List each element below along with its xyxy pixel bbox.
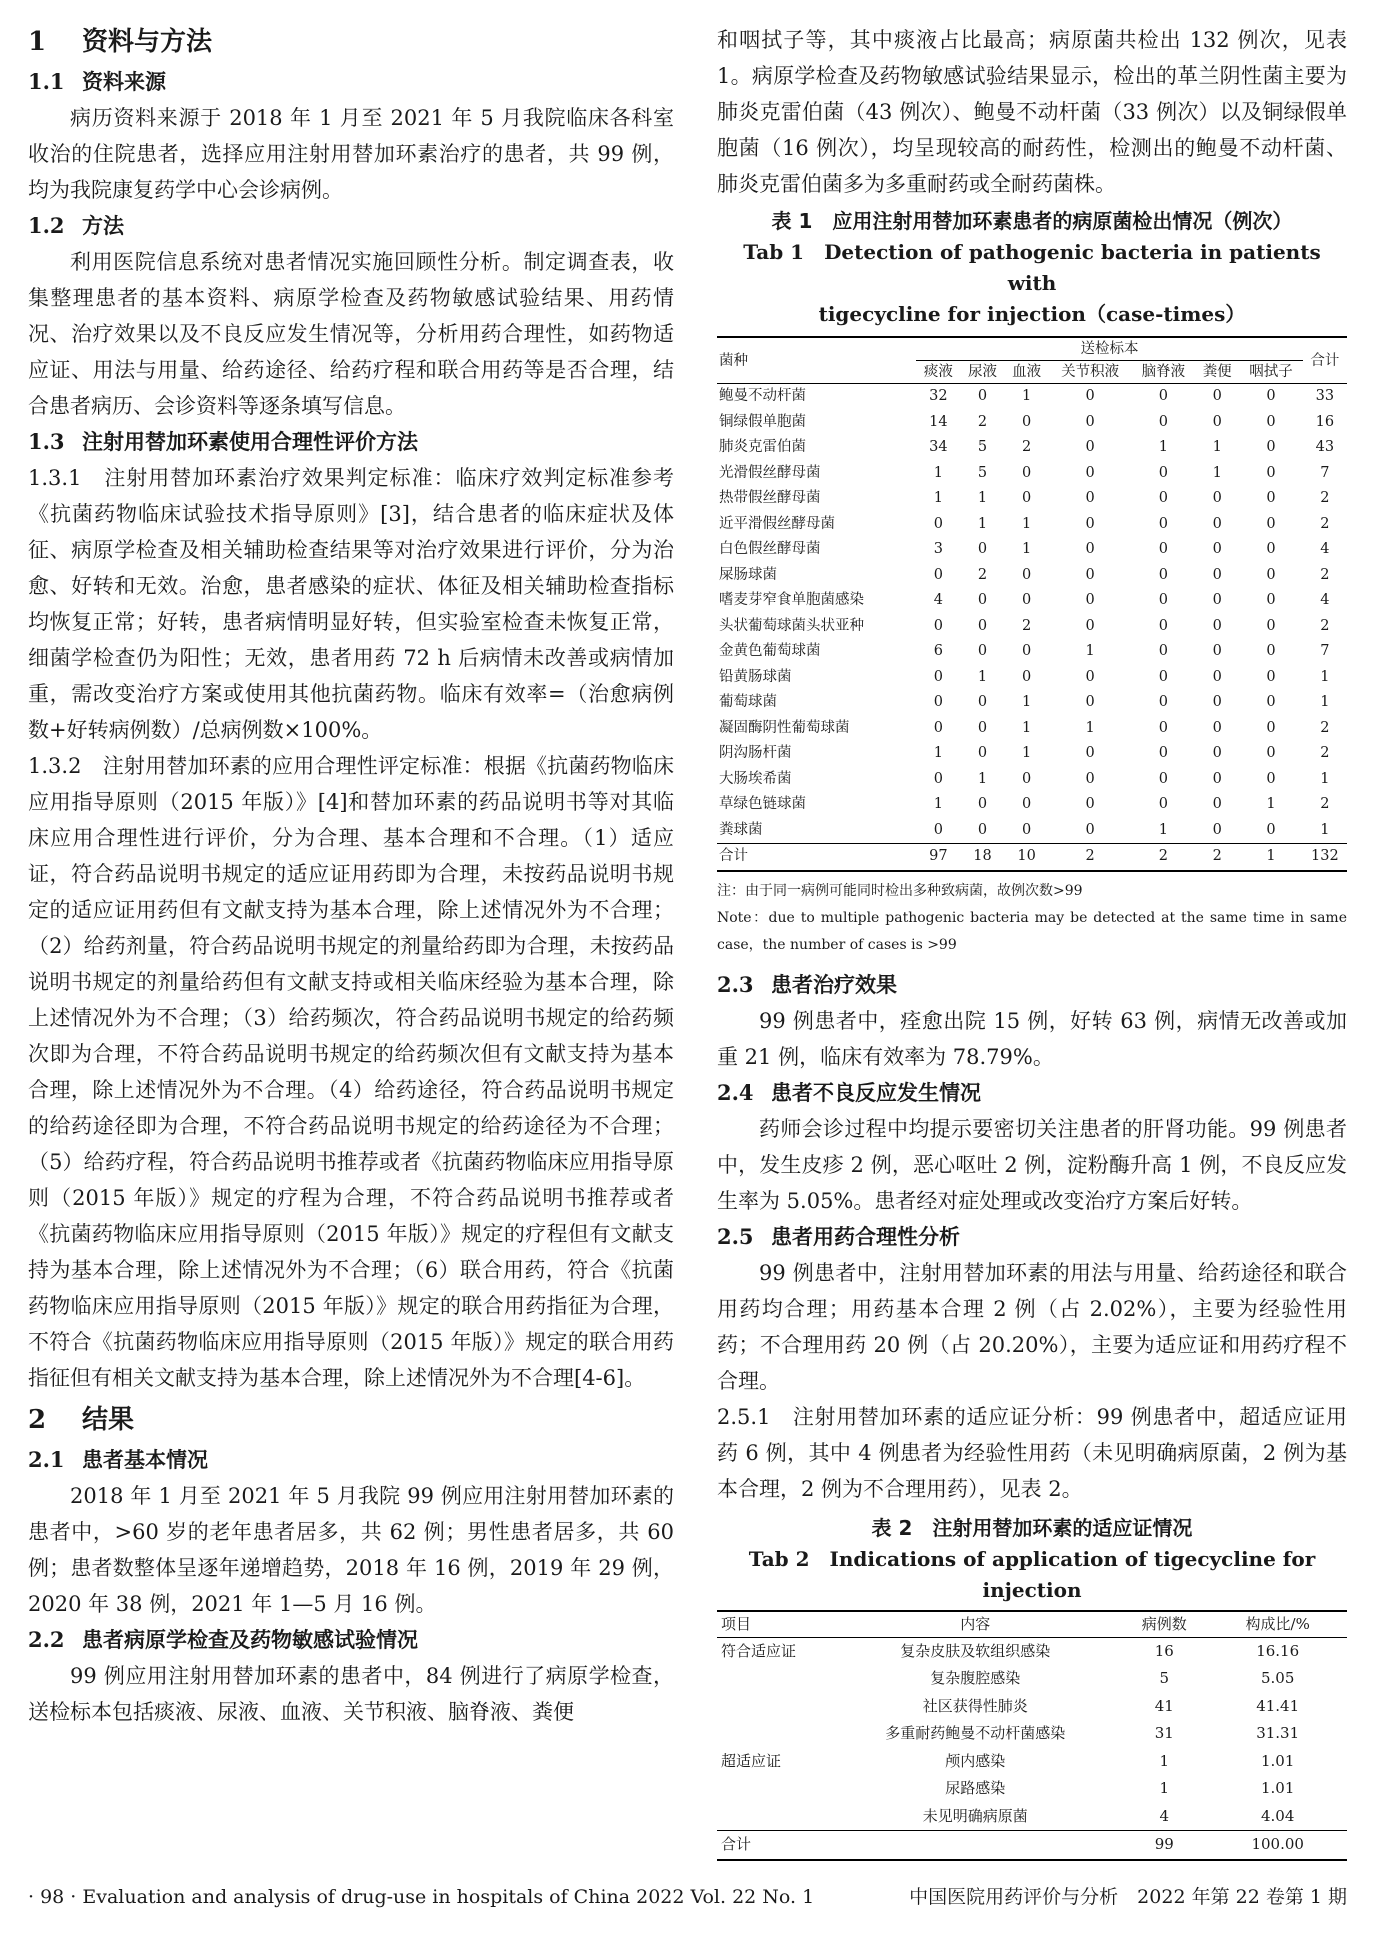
section-number: 2.2 (28, 1627, 65, 1652)
count-cell: 0 (1266, 413, 1276, 430)
count-cell: 1 (1021, 719, 1032, 736)
paragraph-pathogen-exam-continued: 和咽拭子等，其中痰液占比最高；病原菌共检出 132 例次，见表 1。病原学检查及药物敏感试验结果显示，检出的革兰阴性菌主要为肺炎克雷伯菌（43 例次）、鲍曼不动杆菌（33 例次）以及铜绿假单胞菌（16 例次），均呈现较高的耐药性，检测出的鲍曼不动杆菌、肺炎克雷伯菌多为多重耐药或全耐药菌株。 (717, 28, 1347, 196)
total-cell: 7 (1320, 643, 1330, 659)
table-1 (717, 336, 1347, 872)
count-cell: 0 (1158, 490, 1168, 506)
species-cell: 草绿色链球菌 (719, 796, 806, 812)
count-cell: 0 (1085, 592, 1095, 608)
count-cell: 18 (960, 844, 1004, 871)
left-column (28, 22, 674, 1730)
count-cell: 0 (1266, 464, 1276, 481)
section-title: 患者治疗效果 (771, 972, 897, 997)
table-row (717, 486, 1347, 512)
count-cell: 0 (933, 770, 943, 787)
count-cell: 0 (1085, 770, 1095, 787)
count-cell: 0 (1085, 515, 1095, 532)
count-cell: 1 (977, 770, 988, 787)
paragraph-treatment-effect: 99 例患者中，痊愈出院 15 例，好转 63 例，病情无改善或加重 21 例，临床有效率为 78.79%。 (717, 1008, 1347, 1069)
count-cell: 0 (1085, 541, 1095, 557)
count-cell: 0 (1212, 668, 1222, 685)
count-cell: 0 (1021, 796, 1032, 812)
count-cell: 0 (977, 643, 988, 659)
count-cell: 0 (1158, 515, 1168, 532)
count-cell: 1 (1158, 821, 1168, 838)
count-cell: 5 (977, 439, 988, 455)
count-cell: 0 (933, 694, 943, 710)
species-cell: 铜绿假单胞菌 (719, 413, 806, 430)
count-cell: 0 (1158, 617, 1168, 634)
section-2-heading (28, 1400, 674, 1440)
content-cell (830, 1831, 1120, 1860)
table-row (717, 1665, 1347, 1693)
count-cell: 2 (977, 413, 988, 430)
count-cell: 0 (1212, 694, 1222, 710)
count-cell: 0 (1158, 719, 1168, 736)
table-1-note-en: Note：due to multiple pathogenic bacteria may be detected at the same time in same case，the number of cases is >99 (717, 909, 1347, 953)
section-title: 资料与方法 (82, 27, 213, 57)
total-cell: 1 (1320, 821, 1330, 838)
table-header-specimen: 尿液 (960, 361, 1004, 384)
table-row (717, 384, 1347, 410)
count-cell: 0 (1085, 464, 1095, 481)
count-cell: 0 (977, 719, 988, 736)
section-2-1-heading (28, 1442, 674, 1478)
count-cell: 0 (1085, 388, 1095, 404)
total-cell: 43 (1315, 439, 1335, 455)
count-cell: 0 (1266, 617, 1276, 634)
count-cell: 0 (1158, 796, 1168, 812)
section-2-2-heading (28, 1622, 674, 1658)
count-cell: 0 (1212, 490, 1222, 506)
table-header-specimen: 粪便 (1195, 361, 1239, 384)
total-cell: 2 (1320, 796, 1330, 812)
paragraph-data-source: 病历资料来源于 2018 年 1 月至 2021 年 5 月我院临床各科室收治的住院患者，选择应用注射用替加环素治疗的患者，共 99 例，均为我院康复药学中心会诊病例。 (28, 106, 674, 202)
count-cell: 0 (1085, 796, 1095, 812)
count-cell: 0 (977, 617, 988, 634)
count-cell: 1 (1021, 694, 1032, 710)
species-cell: 头状葡萄球菌头状亚种 (719, 617, 864, 634)
item-cell (717, 1775, 830, 1803)
count-cell: 2 (1021, 617, 1032, 634)
count-cell: 0 (1212, 592, 1222, 608)
count-cell: 0 (1158, 464, 1168, 481)
count-cell: 0 (1266, 745, 1276, 761)
count-cell: 0 (977, 745, 988, 761)
count-cell: 32 (929, 388, 948, 404)
table-header-specimen: 血液 (1005, 361, 1049, 384)
count-cell: 1 (933, 490, 943, 506)
table-row (717, 512, 1347, 538)
table-row (717, 1637, 1347, 1665)
count-cell: 0 (933, 515, 943, 532)
count-cell: 0 (1158, 643, 1168, 659)
count-cell: 1 (1159, 1779, 1170, 1797)
paragraph-pathogen-exam: 99 例应用注射用替加环素的患者中，84 例进行了病原学检查，送检标本包括痰液、尿液、血液、关节积液、脑脊液、粪便 (28, 1664, 674, 1724)
content-cell: 复杂腹腔感染 (930, 1669, 1021, 1687)
section-number: 1.2 (28, 213, 65, 238)
table-row (717, 1720, 1347, 1748)
percent-cell: 5.05 (1260, 1669, 1295, 1687)
content-cell: 颅内感染 (945, 1751, 1006, 1770)
count-cell: 0 (1158, 694, 1168, 710)
count-cell: 0 (1212, 617, 1222, 634)
count-cell: 2 (1195, 844, 1239, 871)
species-cell: 白色假丝酵母菌 (719, 541, 821, 557)
count-cell: 0 (977, 388, 988, 404)
table-header-count: 病例数 (1120, 1611, 1208, 1638)
table-1-note-cn: 注：由于同一病例可能同时检出多种致病菌，故例次数>99 (717, 882, 1083, 899)
count-cell: 0 (1158, 566, 1168, 583)
item-cell (717, 1803, 830, 1831)
count-cell: 0 (933, 617, 943, 634)
count-cell: 34 (929, 439, 948, 455)
table-header-content: 内容 (830, 1611, 1120, 1638)
table-row (717, 716, 1347, 742)
count-cell: 0 (1158, 541, 1168, 557)
section-title: 患者不良反应发生情况 (771, 1080, 981, 1105)
species-cell: 大肠埃希菌 (719, 770, 792, 787)
count-cell: 0 (1021, 592, 1032, 608)
table-header-item: 项目 (717, 1611, 830, 1638)
total-cell: 2 (1320, 617, 1330, 634)
section-2-4-heading (717, 1075, 1347, 1111)
count-cell: 0 (1212, 796, 1222, 812)
item-cell: 符合适应证 (721, 1641, 797, 1660)
count-cell: 5 (1159, 1669, 1170, 1687)
count-cell: 0 (1212, 719, 1222, 736)
count-cell: 0 (1021, 464, 1032, 481)
count-cell: 0 (1085, 566, 1095, 583)
count-cell: 0 (1158, 668, 1168, 685)
table-row (717, 435, 1347, 461)
table-total-row (717, 844, 1347, 871)
percent-cell: 100.00 (1208, 1831, 1347, 1860)
count-cell: 0 (1212, 643, 1222, 659)
percent-cell: 31.31 (1256, 1724, 1300, 1742)
count-cell: 0 (1266, 566, 1276, 583)
section-number: 2 (28, 1405, 47, 1435)
species-cell: 凝固酶阴性葡萄球菌 (719, 719, 850, 736)
table-row (717, 537, 1347, 563)
count-cell: 1 (1021, 515, 1032, 532)
species-cell: 金黄色葡萄球菌 (719, 643, 821, 659)
count-cell: 0 (1266, 643, 1276, 659)
count-cell: 6 (933, 643, 943, 659)
table-header-specimen: 咽拭子 (1239, 361, 1303, 384)
count-cell: 0 (1266, 770, 1276, 787)
section-title: 患者基本情况 (82, 1448, 208, 1472)
count-cell: 0 (933, 821, 943, 838)
count-cell: 0 (1158, 592, 1168, 608)
section-title: 资料来源 (82, 70, 166, 94)
content-cell: 多重耐药鲍曼不动杆菌感染 (885, 1724, 1066, 1742)
table-row (717, 741, 1347, 767)
count-cell: 0 (933, 566, 943, 583)
table-row (717, 639, 1347, 665)
count-cell: 0 (1021, 668, 1032, 685)
footer-journal-cn: 中国医院用药评价与分析 2022 年第 22 卷第 1 期 (909, 1886, 1347, 1908)
count-cell: 0 (1212, 413, 1222, 430)
species-cell: 鲍曼不动杆菌 (719, 388, 806, 404)
total-cell: 4 (1320, 592, 1330, 608)
content-cell: 未见明确病原菌 (922, 1806, 1028, 1825)
percent-cell: 4.04 (1260, 1806, 1295, 1825)
total-cell: 132 (1303, 844, 1347, 871)
count-cell: 1 (1212, 464, 1222, 481)
count-cell: 4 (933, 592, 943, 608)
count-cell: 0 (1021, 490, 1032, 506)
total-cell: 2 (1320, 745, 1330, 761)
section-2-3-heading (717, 967, 1347, 1003)
count-cell: 0 (1212, 745, 1222, 761)
count-cell: 0 (977, 796, 988, 812)
count-cell: 1 (977, 490, 988, 506)
count-cell: 14 (929, 413, 948, 430)
total-cell: 16 (1315, 413, 1335, 430)
table-total-row (717, 1831, 1347, 1860)
count-cell: 0 (977, 592, 988, 608)
footer-journal-en: · 98 · Evaluation and analysis of drug-use in hospitals of China 2022 Vol. 22 No. 1 (28, 1886, 815, 1908)
item-cell: 合计 (717, 1831, 830, 1860)
count-cell: 3 (933, 541, 943, 557)
species-cell: 阴沟肠杆菌 (719, 745, 792, 761)
species-cell: 铅黄肠球菌 (719, 668, 792, 685)
total-cell: 2 (1320, 515, 1330, 532)
count-cell: 0 (1021, 413, 1032, 430)
count-cell: 0 (1085, 413, 1095, 430)
table-row (717, 1803, 1347, 1831)
species-cell: 粪球菌 (719, 821, 763, 838)
count-cell: 0 (1266, 694, 1276, 710)
total-cell: 2 (1320, 719, 1330, 736)
count-cell: 0 (1212, 541, 1222, 557)
count-cell: 0 (1085, 668, 1095, 685)
species-cell: 嗜麦芽窄食单胞菌感染 (719, 592, 864, 608)
count-cell: 0 (1158, 413, 1168, 430)
section-number: 2.5 (717, 1223, 754, 1249)
count-cell: 0 (1266, 490, 1276, 506)
count-cell: 0 (1158, 770, 1168, 787)
paragraph-efficacy-criteria: 1.3.1 注射用替加环素治疗效果判定标准：临床疗效判定标准参考《抗菌药物临床试验技术指导原则》[3]，结合患者的临床症状及体征、病原学检查及相关辅助检查结果等对治疗效果进行评价，分为治愈、好转和无效。治愈，患者感染的症状、体征及相关辅助检查指标均恢复正常；好转，患者病情明显好转，但实验室检查未恢复正常，细菌学检查仍为阳性；无效，患者用药 72 h 后病情未改善或病情加重，需改变治疗方案或使用其他抗菌药物。临床有效率=（治愈病例数+好转病例数）/总病例数×100%。 (28, 466, 674, 742)
count-cell: 1 (933, 745, 943, 761)
count-cell: 0 (1085, 490, 1095, 506)
count-cell: 1 (977, 515, 988, 532)
section-title: 注射用替加环素使用合理性评价方法 (82, 430, 418, 454)
count-cell: 0 (1266, 821, 1276, 838)
count-cell: 1 (933, 464, 943, 481)
section-title: 患者病原学检查及药物敏感试验情况 (82, 1628, 418, 1652)
item-cell (717, 1693, 830, 1721)
percent-cell: 1.01 (1260, 1751, 1295, 1770)
percent-cell: 1.01 (1260, 1779, 1295, 1797)
table-1-caption-en-line1: Tab 1 Detection of pathogenic bacteria in patients with (743, 240, 1321, 295)
count-cell: 5 (977, 464, 988, 481)
total-cell: 1 (1320, 668, 1330, 685)
count-cell: 1 (1239, 844, 1303, 871)
table-row (717, 690, 1347, 716)
table-row (717, 410, 1347, 436)
species-cell: 热带假丝酵母菌 (719, 490, 821, 506)
species-cell: 葡萄球菌 (719, 694, 777, 710)
count-cell: 0 (1085, 821, 1095, 838)
section-title: 方法 (82, 214, 124, 238)
count-cell: 1 (1021, 745, 1032, 761)
count-cell: 1 (1212, 439, 1222, 455)
table-2 (717, 1610, 1347, 1861)
count-cell: 0 (1021, 566, 1032, 583)
paragraph-rationality-criteria: 1.3.2 注射用替加环素的应用合理性评定标准：根据《抗菌药物临床应用指导原则（2015 年版）》[4]和替加环素的药品说明书等对其临床应用合理性进行评价，分为合理、基本合理和不合理。（1）适应证，符合药品说明书规定的适应证用药即为合理，未按药品说明书规定的适应证用药但有文献支持为基本合理，除上述情况外为不合理；（2）给药剂量，符合药品说明书规定的剂量给药即为合理，未按药品说明书规定的剂量给药但有文献支持或相关临床经验为基本合理，除上述情况外为不合理；（3）给药频次，符合药品说明书规定的给药频次即为合理，不符合药品说明书规定的给药频次但有文献支持为基本合理，除上述情况外为不合理。（4）给药途径，符合药品说明书规定的给药途径即为合理，不符合药品说明书规定的给药途径为不合理；（5）给药疗程，符合药品说明书推荐或者《抗菌药物临床应用指导原则（2015 年版）》规定的疗程为合理，不符合药品说明书推荐或者《抗菌药物临床应用指导原则（2015 年版）》规定的疗程但有文献支持为基本合理，除上述情况外为不合理；（6）联合用药，符合《抗菌药物临床应用指导原则（2015 年版）》规定的联合用药指征为合理，不符合《抗菌药物临床应用指导原则（2015 年版）》规定的联合用药指征但有相关文献支持为基本合理，除上述情况外为不合理[4-6]。 (28, 754, 674, 1390)
count-cell: 0 (1266, 515, 1276, 532)
count-cell: 1 (1159, 1751, 1170, 1770)
total-cell: 4 (1320, 541, 1330, 557)
species-cell: 近平滑假丝酵母菌 (719, 515, 835, 532)
count-cell: 0 (1266, 388, 1276, 404)
paragraph-patient-info: 2018 年 1 月至 2021 年 5 月我院 99 例应用注射用替加环素的患者中，>60 岁的老年患者居多，共 62 例；男性患者居多，共 60 例；患者数整体呈逐年递增趋势，2018 年 16 例，2019 年 29 例，2020 年 38 例，2021 年 1—5 月 16 例。 (28, 1484, 674, 1616)
table-row (717, 792, 1347, 818)
count-cell: 1 (1266, 796, 1276, 812)
count-cell: 0 (1085, 745, 1095, 761)
table-header-specimen: 脑脊液 (1132, 361, 1196, 384)
table-row (717, 1693, 1347, 1721)
count-cell: 1 (1158, 439, 1168, 455)
count-cell: 0 (1021, 770, 1032, 787)
table-1-caption-cn: 表 1 应用注射用替加环素患者的病原菌检出情况（例次） (771, 209, 1293, 233)
content-cell: 社区获得性肺炎 (922, 1696, 1028, 1715)
table-row (717, 818, 1347, 844)
count-cell: 0 (1266, 439, 1276, 455)
table-1-caption-en-line2: tigecycline for injection（case-times） (818, 302, 1246, 326)
table-header-percent: 构成比/% (1208, 1611, 1347, 1638)
total-cell: 2 (1320, 490, 1330, 506)
count-cell: 0 (1085, 439, 1095, 455)
species-cell: 屎肠球菌 (719, 566, 777, 583)
section-1-1-heading (28, 64, 674, 100)
total-cell: 7 (1320, 464, 1330, 481)
table-row (717, 563, 1347, 589)
table-row (717, 614, 1347, 640)
count-cell: 0 (1266, 719, 1276, 736)
count-cell: 10 (1005, 844, 1049, 871)
content-cell: 尿路感染 (945, 1779, 1006, 1797)
item-cell (717, 1720, 830, 1748)
percent-cell: 41.41 (1256, 1696, 1300, 1715)
table-row (717, 767, 1347, 793)
count-cell: 0 (1158, 388, 1168, 404)
count-cell: 99 (1120, 1831, 1208, 1860)
table-row (717, 1775, 1347, 1803)
count-cell: 0 (1266, 541, 1276, 557)
count-cell: 1 (1021, 541, 1032, 557)
table-row (717, 665, 1347, 691)
section-number: 2.4 (717, 1079, 754, 1105)
table-row (717, 461, 1347, 487)
count-cell: 1 (933, 796, 943, 812)
section-2-5-heading (717, 1219, 1347, 1255)
count-cell: 0 (977, 821, 988, 838)
count-cell: 0 (1212, 388, 1222, 404)
section-number: 1 (28, 27, 47, 57)
table-2-caption-cn: 表 2 注射用替加环素的适应证情况 (871, 1515, 1193, 1540)
paragraph-methods: 利用医院信息系统对患者情况实施回顾性分析。制定调查表，收集整理患者的基本资料、病原学检查及药物敏感试验结果、用药情况、治疗效果以及不良反应发生情况等，分析用药合理性，如药物适应证、用法与用量、给药途径、给药疗程和联合用药等是否合理，结合患者病历、会诊资料等逐条填写信息。 (28, 250, 674, 418)
species-cell: 光滑假丝酵母菌 (719, 464, 821, 481)
count-cell: 0 (977, 541, 988, 557)
species-cell: 合计 (717, 844, 916, 871)
count-cell: 0 (1212, 770, 1222, 787)
count-cell: 1 (1085, 719, 1095, 736)
table-header-species: 菌种 (717, 337, 916, 384)
table-header-total: 合计 (1303, 337, 1347, 384)
item-cell: 超适应证 (721, 1751, 782, 1770)
content-cell: 复杂皮肤及软组织感染 (900, 1641, 1051, 1660)
table-header-specimen: 关节积液 (1049, 361, 1132, 384)
count-cell: 0 (1158, 745, 1168, 761)
count-cell: 0 (977, 694, 988, 710)
count-cell: 1 (977, 668, 988, 685)
section-1-heading (28, 22, 674, 62)
item-cell (717, 1665, 830, 1693)
paragraph-indication-analysis: 2.5.1 注射用替加环素的适应证分析：99 例患者中，超适应证用药 6 例，其中 4 例患者为经验性用药（未见明确病原菌，2 例为基本合理，2 例为不合理用药），见表 2。 (717, 1404, 1347, 1501)
count-cell: 41 (1154, 1696, 1174, 1715)
count-cell: 31 (1154, 1724, 1174, 1742)
table-row (717, 1748, 1347, 1776)
table-2-caption-en: Tab 2 Indications of application of tigecycline for injection (748, 1546, 1316, 1602)
count-cell: 0 (1021, 821, 1032, 838)
count-cell: 2 (1132, 844, 1196, 871)
total-cell: 1 (1320, 694, 1330, 710)
count-cell: 2 (1049, 844, 1132, 871)
count-cell: 2 (1021, 439, 1032, 455)
table-row (717, 588, 1347, 614)
paragraph-rationality-analysis: 99 例患者中，注射用替加环素的用法与用量、给药途径和联合用药均合理；用药基本合理 2 例（占 2.02%），主要为经验性用药；不合理用药 20 例（占 20.20%），主要为适应证和用药疗程不合理。 (717, 1260, 1347, 1393)
paragraph-adverse-reactions: 药师会诊过程中均提示要密切关注患者的肝肾功能。99 例患者中，发生皮疹 2 例，恶心呕吐 2 例，淀粉酶升高 1 例，不良反应发生率为 5.05%。患者经对症处理或改变治疗方案后好转。 (717, 1116, 1347, 1213)
section-1-3-heading (28, 424, 674, 460)
section-title: 患者用药合理性分析 (771, 1224, 960, 1249)
count-cell: 0 (1266, 592, 1276, 608)
table-header-specimen: 痰液 (916, 361, 960, 384)
count-cell: 0 (1021, 643, 1032, 659)
count-cell: 0 (1212, 515, 1222, 532)
section-number: 1.3 (28, 429, 65, 454)
count-cell: 0 (1085, 694, 1095, 710)
section-number: 1.1 (28, 69, 65, 94)
count-cell: 1 (1021, 388, 1032, 404)
count-cell: 1 (1085, 643, 1095, 659)
species-cell: 肺炎克雷伯菌 (719, 439, 806, 455)
total-cell: 33 (1315, 388, 1335, 404)
count-cell: 0 (1212, 821, 1222, 838)
total-cell: 1 (1320, 770, 1330, 787)
section-title: 结果 (82, 1405, 135, 1435)
total-cell: 2 (1320, 566, 1330, 583)
count-cell: 0 (933, 668, 943, 685)
section-1-2-heading (28, 208, 674, 244)
section-number: 2.1 (28, 1447, 65, 1472)
count-cell: 4 (1159, 1806, 1170, 1825)
section-number: 2.3 (717, 971, 754, 997)
percent-cell: 16.16 (1256, 1641, 1300, 1660)
right-column (717, 22, 1347, 1861)
count-cell: 0 (933, 719, 943, 736)
count-cell: 16 (1154, 1641, 1174, 1660)
count-cell: 0 (1212, 566, 1222, 583)
count-cell: 2 (977, 566, 988, 583)
table-header-specimen-group: 送检标本 (916, 337, 1302, 361)
count-cell: 97 (916, 844, 960, 871)
count-cell: 0 (1266, 668, 1276, 685)
count-cell: 0 (1085, 617, 1095, 634)
